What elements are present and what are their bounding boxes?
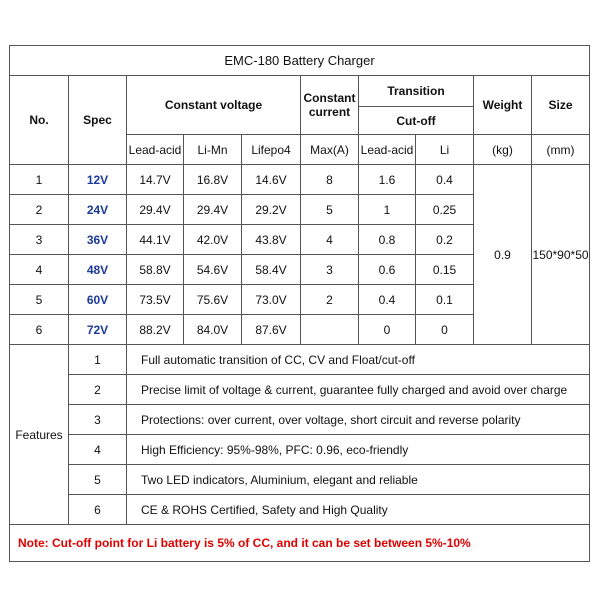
header-size: Size (532, 76, 590, 135)
row-max-a (301, 315, 359, 345)
header-lead-acid: Lead-acid (127, 135, 184, 165)
row-cutoff-li: 0.2 (416, 225, 474, 255)
header-spec: Spec (69, 76, 127, 165)
row-lifepo4: 73.0V (242, 285, 301, 315)
row-cutoff-li: 0.4 (416, 165, 474, 195)
feature-row (10, 375, 590, 405)
feature-no: 1 (69, 345, 127, 375)
feature-no: 2 (69, 375, 127, 405)
row-no: 3 (10, 225, 69, 255)
row-spec: 60V (69, 285, 127, 315)
table-title: EMC-180 Battery Charger (10, 46, 590, 76)
weight-value: 0.9 (474, 165, 532, 345)
row-cutoff-lead: 0.6 (359, 255, 416, 285)
header-li-mn: Li-Mn (184, 135, 242, 165)
feature-row (10, 345, 590, 375)
row-li-mn: 16.8V (184, 165, 242, 195)
header-constant-current-line2: current (308, 105, 351, 119)
feature-no: 6 (69, 495, 127, 525)
feature-text: High Efficiency: 95%-98%, PFC: 0.96, eco-friendly (127, 435, 590, 465)
header-transition: Transition (359, 76, 474, 107)
row-no: 6 (10, 315, 69, 345)
row-lead-acid: 58.8V (127, 255, 184, 285)
row-no: 2 (10, 195, 69, 225)
header-max-a: Max(A) (301, 135, 359, 165)
row-spec: 48V (69, 255, 127, 285)
size-value: 150*90*50 (532, 165, 590, 345)
header-cutoff-li: Li (416, 135, 474, 165)
row-lead-acid: 29.4V (127, 195, 184, 225)
feature-text: Full automatic transition of CC, CV and Float/cut-off (127, 345, 590, 375)
row-spec: 72V (69, 315, 127, 345)
header-constant-current (301, 76, 359, 135)
header-size-unit: (mm) (532, 135, 590, 165)
row-li-mn: 29.4V (184, 195, 242, 225)
header-constant-current-line1: Constant (303, 91, 356, 105)
row-lead-acid: 44.1V (127, 225, 184, 255)
row-cutoff-lead: 1.6 (359, 165, 416, 195)
row-no: 4 (10, 255, 69, 285)
row-lead-acid: 14.7V (127, 165, 184, 195)
header-no: No. (10, 76, 69, 165)
row-max-a: 5 (301, 195, 359, 225)
row-no: 1 (10, 165, 69, 195)
feature-text: Protections: over current, over voltage, short circuit and reverse polarity (127, 405, 590, 435)
row-lifepo4: 29.2V (242, 195, 301, 225)
feature-text: Precise limit of voltage & current, guarantee fully charged and avoid over charge (127, 375, 590, 405)
row-cutoff-lead: 0.8 (359, 225, 416, 255)
feature-no: 3 (69, 405, 127, 435)
feature-text: Two LED indicators, Aluminium, elegant and reliable (127, 465, 590, 495)
row-spec: 36V (69, 225, 127, 255)
header-cutoff-lead-acid: Lead-acid (359, 135, 416, 165)
header-weight-unit: (kg) (474, 135, 532, 165)
row-max-a: 2 (301, 285, 359, 315)
feature-text: CE & ROHS Certified, Safety and High Quality (127, 495, 590, 525)
row-lead-acid: 88.2V (127, 315, 184, 345)
table-row (10, 165, 590, 195)
row-lifepo4: 14.6V (242, 165, 301, 195)
header-cutoff: Cut-off (359, 107, 474, 135)
row-cutoff-li: 0.15 (416, 255, 474, 285)
row-no: 5 (10, 285, 69, 315)
row-lifepo4: 87.6V (242, 315, 301, 345)
row-spec: 12V (69, 165, 127, 195)
feature-row (10, 495, 590, 525)
row-cutoff-lead: 0.4 (359, 285, 416, 315)
feature-no: 5 (69, 465, 127, 495)
row-cutoff-lead: 1 (359, 195, 416, 225)
row-cutoff-li: 0.25 (416, 195, 474, 225)
charger-spec-table (9, 45, 590, 562)
row-lead-acid: 73.5V (127, 285, 184, 315)
row-max-a: 8 (301, 165, 359, 195)
row-max-a: 3 (301, 255, 359, 285)
row-lifepo4: 43.8V (242, 225, 301, 255)
header-weight: Weight (474, 76, 532, 135)
feature-no: 4 (69, 435, 127, 465)
features-label: Features (10, 345, 69, 525)
row-li-mn: 75.6V (184, 285, 242, 315)
header-constant-voltage: Constant voltage (127, 76, 301, 135)
row-li-mn: 84.0V (184, 315, 242, 345)
row-cutoff-li: 0 (416, 315, 474, 345)
cutoff-note: Note: Cut-off point for Li battery is 5% of CC, and it can be set between 5%-10% (10, 525, 590, 562)
row-cutoff-li: 0.1 (416, 285, 474, 315)
header-lifepo4: Lifepo4 (242, 135, 301, 165)
row-li-mn: 42.0V (184, 225, 242, 255)
row-li-mn: 54.6V (184, 255, 242, 285)
feature-row (10, 435, 590, 465)
row-max-a: 4 (301, 225, 359, 255)
feature-row (10, 465, 590, 495)
row-cutoff-lead: 0 (359, 315, 416, 345)
row-spec: 24V (69, 195, 127, 225)
row-lifepo4: 58.4V (242, 255, 301, 285)
feature-row (10, 405, 590, 435)
